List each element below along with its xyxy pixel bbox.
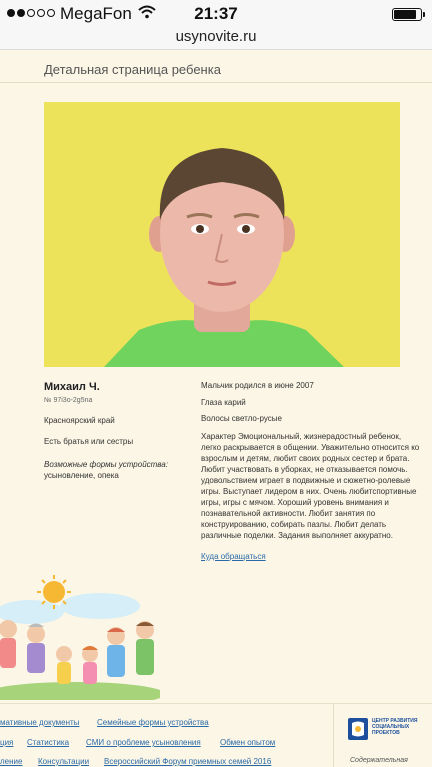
child-name: Михаил Ч. <box>44 381 100 393</box>
footer-link-statistics[interactable]: Статистика <box>27 738 70 747</box>
birth-info: Мальчик родился в июне 2007 <box>201 381 314 390</box>
hair-color: Волосы светло-русые <box>201 414 282 423</box>
siblings-info: Есть братья или сестры <box>44 437 134 446</box>
eye-color: Глаза карий <box>201 398 246 407</box>
child-region: Красноярский край <box>44 416 115 425</box>
divider <box>0 82 432 83</box>
status-bar <box>0 0 432 28</box>
footer-link-consultations[interactable]: Консультации <box>38 757 90 766</box>
character-description: Характер Эмоциональный, жизнерадостный ребенок, легко раскрывается в общении. Уважительно относится ко взрослым и детям, любит своих родных сестер и брата. Любит участвовать в уборках, не отказывается помочь. удовольствием играет в подвижные и сюжетно-ролевые игры. Выступает лидером в них. Очень любитспортивные игры, игры с мячом. Хороший уровень внимания и познавательной активности. Любит занятия по конструированию, собирать пазлы. Любит делать различные поделки. Задания выполняет аккуратно. <box>201 432 420 540</box>
contact-link[interactable]: Куда обращаться <box>201 552 266 561</box>
footer-link-family-forms[interactable]: Семейные формы устройства <box>97 718 209 727</box>
child-id: № 97i3o-2g5na <box>44 397 93 404</box>
clock: 21:37 <box>194 4 238 23</box>
battery-tip <box>423 12 425 17</box>
footer-caption: Содержательная <box>350 757 408 764</box>
child-photo <box>44 102 400 367</box>
battery-icon <box>392 8 422 21</box>
footer-divider <box>333 703 334 767</box>
csp-logo-icon[interactable] <box>348 718 368 742</box>
csp-logo-text: ЦЕНТР РАЗВИТИЯ СОЦИАЛЬНЫХ ПРОЕКТОВ <box>372 718 418 736</box>
footer-link-truncated-2[interactable]: ление <box>0 757 23 766</box>
placement-forms-value: усыновление, опека <box>44 471 119 480</box>
placement-forms-label: Возможные формы устройства: <box>44 460 168 469</box>
family-illustration <box>0 572 160 700</box>
footer-link-media[interactable]: СМИ о проблеме усыновления <box>86 738 201 747</box>
address-bar[interactable] <box>0 28 432 50</box>
page-title: Детальная страница ребенка <box>44 62 221 77</box>
footer-link-forum[interactable]: Всероссийский Форум приемных семей 2016 <box>104 757 272 766</box>
url-text: usynovite.ru <box>175 28 257 45</box>
carrier-name: MegaFon <box>60 4 132 23</box>
footer-link-truncated[interactable]: ция <box>0 738 14 747</box>
footer-link-experience[interactable]: Обмен опытом <box>220 738 276 747</box>
footer-link-normative-docs[interactable]: мативные документы <box>0 718 80 727</box>
